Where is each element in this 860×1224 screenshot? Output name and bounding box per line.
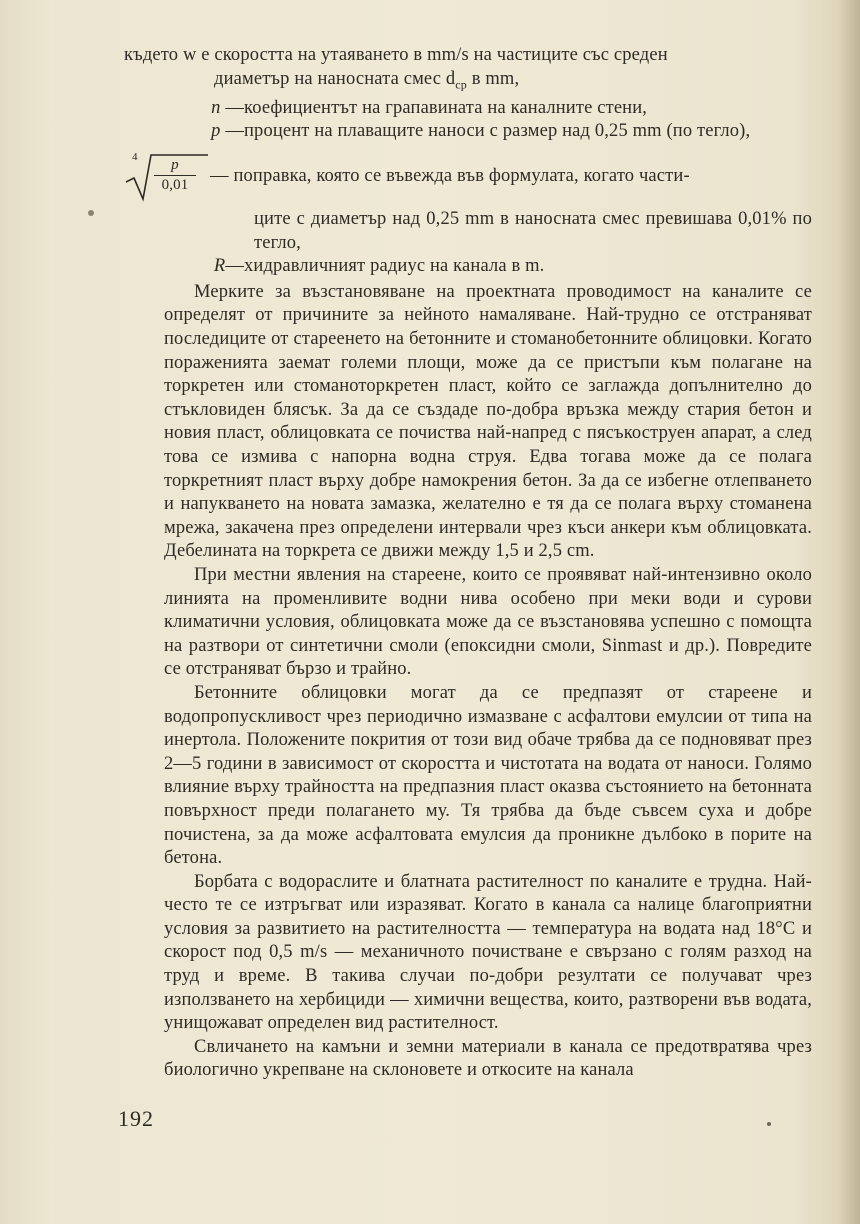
definition-r-text: хидравличният радиус на канала в m. bbox=[244, 256, 545, 277]
paragraph-restoration-measures: Мерките за възстановяване на проектната проводимост на каналите се определят от причините за нейното намаляване. Най-трудно се отстраняват последиците от стареенето на бетонните и стоманобетонните облицовки. Когато пораженията заемат големи площи, може да се пристъпи към полагане на торкретен или стоманоторкретен пласт, който се заглажда допълнително до стъкловиден блясък. За да се създаде по-добра връзка между стария бетон и новия пласт, облицовката се почиства най-напред с пясъкоструен апарат, а след това се измива с напорна водна струя. Едва тогава може да се полага торкретният пласт върху добре намокрения бетон. За да се избегне отлепването и напукването на новата замазка, желателно е тя да се полага върху стоманена мрежа, закачена през определени интервали чрез къси анкери към облицовката. Дебелината на торкрета се движи между 1,5 и 2,5 cm. bbox=[164, 281, 812, 562]
root-fraction bbox=[154, 156, 196, 195]
definition-root-line1: поправка, която се въвежда във формулата, когато части- bbox=[233, 166, 690, 187]
definition-root-continuation: ците с диаметър над 0,25 mm в наносната смес превишава 0,01% по тегло, bbox=[254, 209, 812, 253]
symbol-definitions bbox=[124, 44, 812, 279]
root-denominator: 0,01 bbox=[161, 177, 189, 194]
definition-p-text: процент на плаващите наноси с размер над 0,25 mm (по тегло), bbox=[244, 121, 751, 142]
definition-n-text: коефициентът на грапавината на каналните стени, bbox=[244, 97, 648, 118]
paragraph-asphalt-emulsion: Бетонните облицовки могат да се предпазят от стареене и водопропускливост чрез периодично измазване с асфалтови емулсии от типа на инертола. Положените покрития от този вид обаче трябва да се подновяват през 2—5 години в зависимост от скоростта и чистотата на водата от наноси. Голямо влияние върху трайността на предпазния пласт оказва състоянието на бетонната повърхност преди полагането му. Тя трябва да бъде съвсем суха и добре почистена, за да може асфалтовата емулсия да проникне дълбоко в порите на бетона. bbox=[164, 682, 812, 869]
symbol-n: n bbox=[211, 97, 221, 118]
root-index: 4 bbox=[132, 151, 138, 164]
page-number: 192 bbox=[118, 1106, 154, 1131]
definition-r: R— хидравличният радиус на канала в m. bbox=[164, 255, 812, 279]
margin-mark bbox=[88, 210, 94, 216]
symbol-r: R bbox=[213, 256, 226, 277]
body-text bbox=[124, 44, 812, 1083]
definition-w-line1: където w е скоростта на утаяването в mm/s на частиците със среден bbox=[124, 45, 668, 65]
definition-w-line2: диаметър на наносната смес $d_{ср}$ в mm, bbox=[214, 68, 520, 92]
definition-w bbox=[124, 44, 812, 97]
paragraph-slope-stabilization: Свличането на камъни и земни материали в канала се предотвратява чрез биологично укрепване на склоновете и откосите на канала bbox=[164, 1036, 812, 1081]
root-numerator: p bbox=[154, 156, 196, 176]
subscript-sr: ср bbox=[455, 77, 467, 92]
definition-root-correction: 4 $\frac{p}{0,01}$ — поправка, която се въвежда във формулата, когато части- bbox=[124, 152, 812, 202]
symbol-p: p bbox=[211, 121, 221, 142]
paragraph-vegetation-control: Борбата с водораслите и блатната растителност по каналите е трудна. Най-често те се изтръгват или изразяват. Когато в канала са налице благоприятни условия за развитието на растителността — температура на водата над 18°C и скорост под 0,5 m/s — механичното почистване е свързано с голям разход на труд и време. В такива случаи по-добри резултати се получават чрез използването на хербициди — химични вещества, които, разтворени във водата, унищожават определен вид растителност. bbox=[164, 871, 812, 1034]
fourth-root-formula bbox=[124, 152, 210, 202]
page-edge-shadow bbox=[838, 0, 860, 1224]
definition-n: n — коефициентът на грапавината на каналните стени, bbox=[164, 97, 812, 121]
paragraph-local-aging: При местни явления на стареене, които се проявяват най-интензивно около линията на променливите водни нива особено при меки води и сурови климатични условия, облицовката може да се възстановява успешно с помощта на разтвори от синтетични смоли (епоксидни смоли, Sinmast и др.). Повредите се отстраняват бързо и трайно. bbox=[164, 564, 812, 680]
margin-mark-bottom bbox=[767, 1122, 771, 1126]
definition-p: p — процент на плаващите наноси с размер над 0,25 mm (по тегло), bbox=[164, 120, 812, 144]
